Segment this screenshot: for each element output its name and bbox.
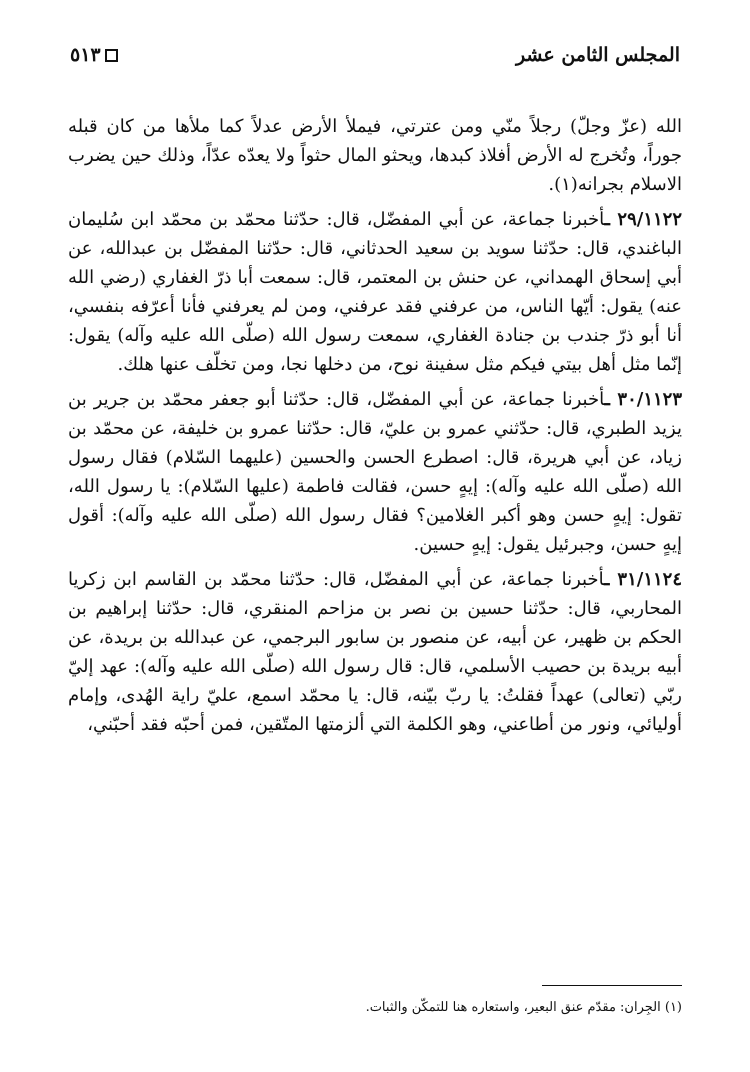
footnote: (١) الجِران: مقدّم عنق البعير، واستعاره هنا للتمكّن والثبات. bbox=[365, 1000, 682, 1015]
square-ornament-icon bbox=[105, 49, 118, 62]
footnote-divider bbox=[542, 985, 682, 986]
main-text bbox=[68, 112, 682, 745]
paragraph bbox=[68, 385, 682, 559]
hadith-number: ٢٩/١١٢٢ ـ bbox=[604, 209, 682, 230]
paragraph-text: الله (عزّ وجلّ) رجلاً منّي ومن عترتي، فيملأ الأرض عدلاً كما ملأها من كان قبله جوراً، وتُخرج له الأرض أفلاذ كبدها، ويحثو المال حثواً ولا يعدّه عدّاً، وذلك حين يضرب الاسلام بجرانه(١). bbox=[68, 116, 682, 195]
paragraph bbox=[68, 112, 682, 199]
paragraph-text: أخبرنا جماعة، عن أبي المفضّل، قال: حدّثنا محمّد بن محمّد ابن سُليمان الباغندي، قال: حدّثنا سويد بن سعيد الحدثاني، قال: حدّثنا المفضّل بن عبدالله، عن أبي إسحاق الهمداني، عن حنش بن المعتمر، قال: سمعت أبا ذرّ الغفاري (رضي الله عنه) يقول: أيّها الناس، من عرفني فقد عرفني، ومن لم يعرفني فأنا أعرّفه بنفسي، أنا أبو ذرّ جندب بن جنادة الغفاري، سمعت رسول الله (صلّى الله عليه وآله) يقول: إنّما مثل أهل بيتي فيكم مثل سفينة نوح، من دخلها نجا، ومن تخلّف عنها هلك. bbox=[68, 209, 682, 375]
chapter-title: المجلس الثامن عشر bbox=[515, 44, 680, 66]
hadith-number: ٣٠/١١٢٣ ـ bbox=[604, 389, 683, 410]
paragraph bbox=[68, 565, 682, 739]
paragraph-text: أخبرنا جماعة، عن أبي المفضّل، قال: حدّثنا محمّد بن القاسم ابن زكريا المحاربي، قال: حدّثنا حسين بن نصر بن مزاحم المنقري، قال: حدّثنا إبراهيم بن الحكم بن ظهير، عن أبيه، عن منصور بن سابور البرجمي، عن عبدالله بن بريدة، عن أبيه بريدة بن حصيب الأسلمي، قال: قال رسول الله (صلّى الله عليه وآله): عهد إليّ ربّي (تعالى) عهداً فقلتُ: يا ربّ بيّنه، قال: يا محمّد اسمع، عليّ راية الهُدى، وإمام أوليائي، ونور من أطاعني، وهو الكلمة التي ألزمتها المتّقين، فمن أحبّه فقد أحبّني، bbox=[68, 569, 682, 735]
hadith-number: ٣١/١١٢٤ ـ bbox=[604, 569, 682, 590]
page-number bbox=[70, 44, 118, 66]
paragraph bbox=[68, 205, 682, 379]
paragraph-text: أخبرنا جماعة، عن أبي المفضّل، قال: حدّثنا أبو جعفر محمّد بن جرير بن يزيد الطبري، قال: حدّثني عمرو بن عليّ، قال: حدّثنا عمرو بن خليفة، عن محمّد بن زياد، عن أبي هريرة، قال: اصطرع الحسن والحسين (عليهما السّلام) فقال رسول الله (صلّى الله عليه وآله): إيهٍ حسن، فقالت فاطمة (عليها السّلام): يا رسول الله، تقول: إيهٍ حسن وهو أكبر الغلامين؟ فقال رسول الله (صلّى الله عليه وآله): أقول إيهٍ حسن، وجبرئيل يقول: إيهٍ حسين. bbox=[68, 389, 682, 555]
page-number-text: ٥١٣ bbox=[70, 44, 101, 66]
page-header bbox=[70, 40, 680, 70]
